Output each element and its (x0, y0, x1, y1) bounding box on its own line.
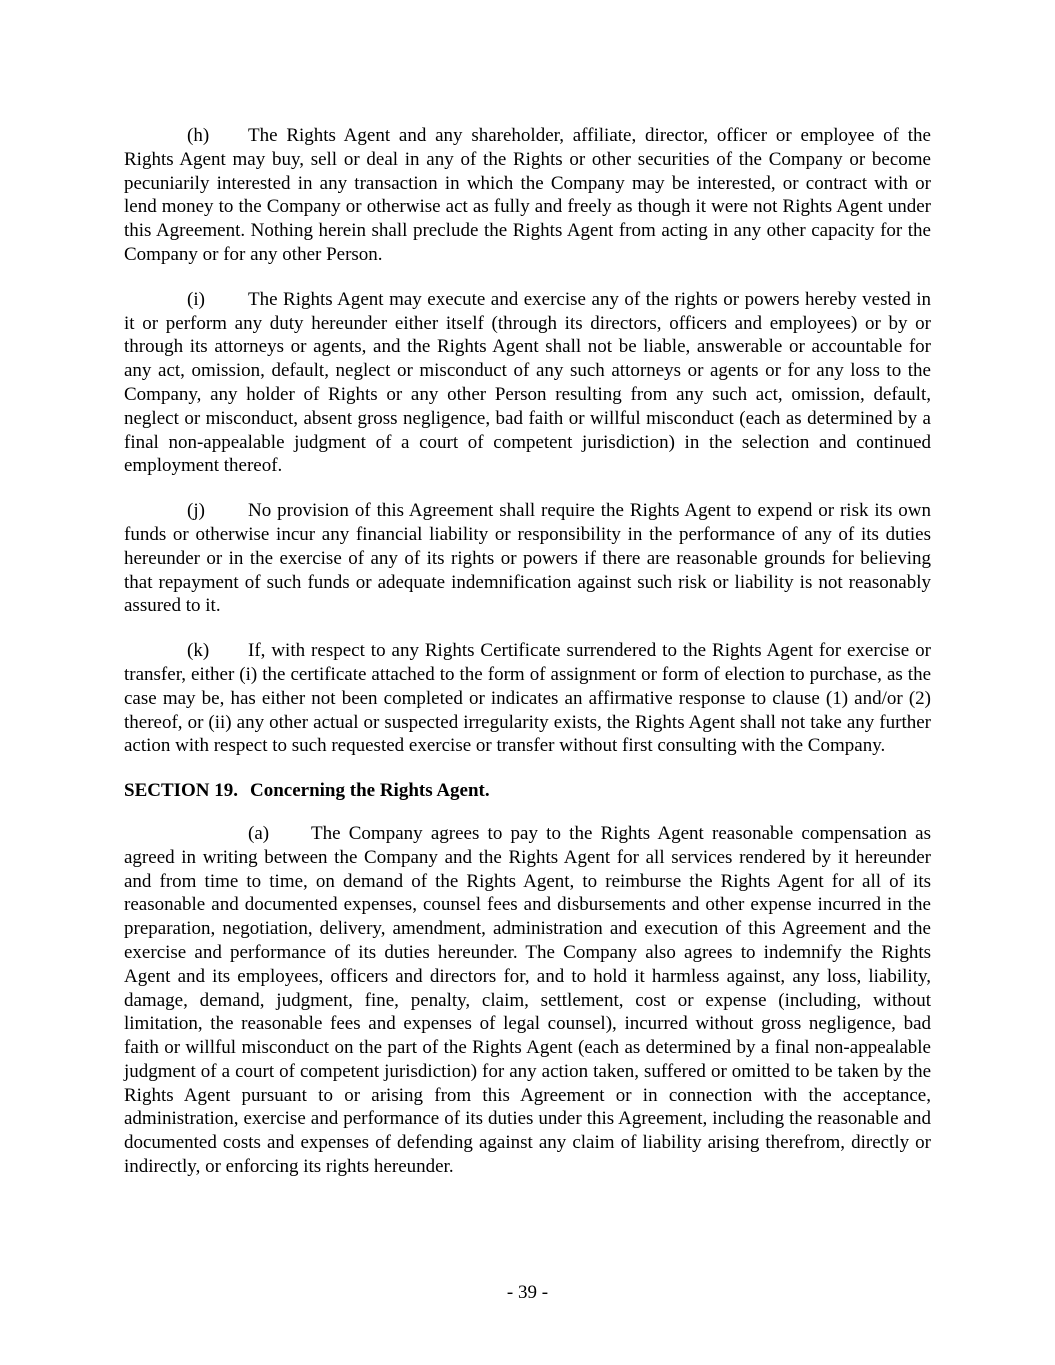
paragraph-text: The Rights Agent and any shareholder, affiliate, director, officer or employee of the Rights Agent may buy, sell or deal in any of the Rights or other securities of the Company or become pecuniarily interested in any transaction in which the Company may be interested, or contract with or lend money to the Company or otherwise act as fully and freely as though it were not Rights Agent under this Agreement. Nothing herein shall preclude the Rights Agent from acting in any other capacity for the Company or for any other Person. (124, 125, 931, 265)
paragraph-text: The Rights Agent may execute and exercise any of the rights or powers hereby vested in it or perform any duty hereunder either itself (through its directors, officers and employees) or by or through its attorneys or agents, and the Rights Agent shall not be liable, answerable or accountable for any act, omission, default, neglect or misconduct of any such attorneys or agents or for any loss to the Company, any holder of Rights or any other Person resulting from any such act, omission, default, neglect or misconduct, absent gross negligence, bad faith or willful misconduct (each as determined by a final non-appealable judgment of a court of competent jurisdiction) in the selection and continued employment thereof. (124, 288, 931, 477)
paragraph-label: (h) (187, 125, 210, 146)
document-page (124, 124, 931, 1200)
paragraph-k (124, 639, 931, 758)
paragraph-label: (i) (187, 288, 205, 310)
section-heading (124, 779, 931, 803)
paragraph-i (124, 288, 931, 478)
paragraph-j (124, 499, 931, 618)
paragraph-label: (a) (248, 822, 270, 844)
section-title: Concerning the Rights Agent. (250, 780, 490, 802)
paragraph-text: The Company agrees to pay to the Rights Agent reasonable compensation as agreed in writing between the Company and the Rights Agent for all services rendered by it hereunder and from time to time, on demand of the Rights Agent, to reimburse the Rights Agent for all of its reasonable and documented expenses, counsel fees and disbursements and other expense incurred in the preparation, negotiation, delivery, amendment, administration and execution of this Agreement and the exercise and performance of its duties hereunder. The Company also agrees to indemnify the Rights Agent and its employees, officers and directors for, and to hold it harmless against, any loss, liability, damage, demand, judgment, fine, penalty, claim, settlement, cost or expense (including, without limitation, the reasonable fees and expenses of legal counsel), incurred without gross negligence, bad faith or willful misconduct on the part of the Rights Agent (each as determined by a final non-appealable judgment of a court of competent jurisdiction) for any action taken, suffered or omitted to be taken by the Rights Agent pursuant to or arising from this Agreement or in connection with the acceptance, administration, exercise and performance of its duties under this Agreement, including the reasonable and documented costs and expenses of defending against any claim of liability arising therefrom, directly or indirectly, or enforcing its rights hereunder. (124, 822, 931, 1178)
paragraph-text: If, with respect to any Rights Certificate surrendered to the Rights Agent for exercise or transfer, either (i) the certificate attached to the form of assignment or form of election to purchase, as the case may be, has either not been completed or indicates an affirmative response to clause (1) and/or (2) thereof, or (ii) any other actual or suspected irregularity exists, the Rights Agent shall not take any further action with respect to such requested exercise or transfer without first consulting with the Company. (124, 640, 931, 757)
paragraph-section-19-a (124, 822, 931, 1179)
page-number: - 39 - (506, 1282, 549, 1303)
paragraph-h (124, 124, 931, 267)
paragraph-label: (k) (187, 640, 210, 662)
paragraph-label: (j) (187, 500, 205, 522)
section-number: SECTION 19. (124, 780, 239, 802)
paragraph-text: No provision of this Agreement shall require the Rights Agent to expend or risk its own funds or otherwise incur any financial liability or responsibility in the performance of any of its duties hereunder or in the exercise of any of its rights or powers if there are reasonable grounds for believing that repayment of such funds or adequate indemnification against such risk or liability is not reasonably assured to it. (124, 500, 931, 617)
